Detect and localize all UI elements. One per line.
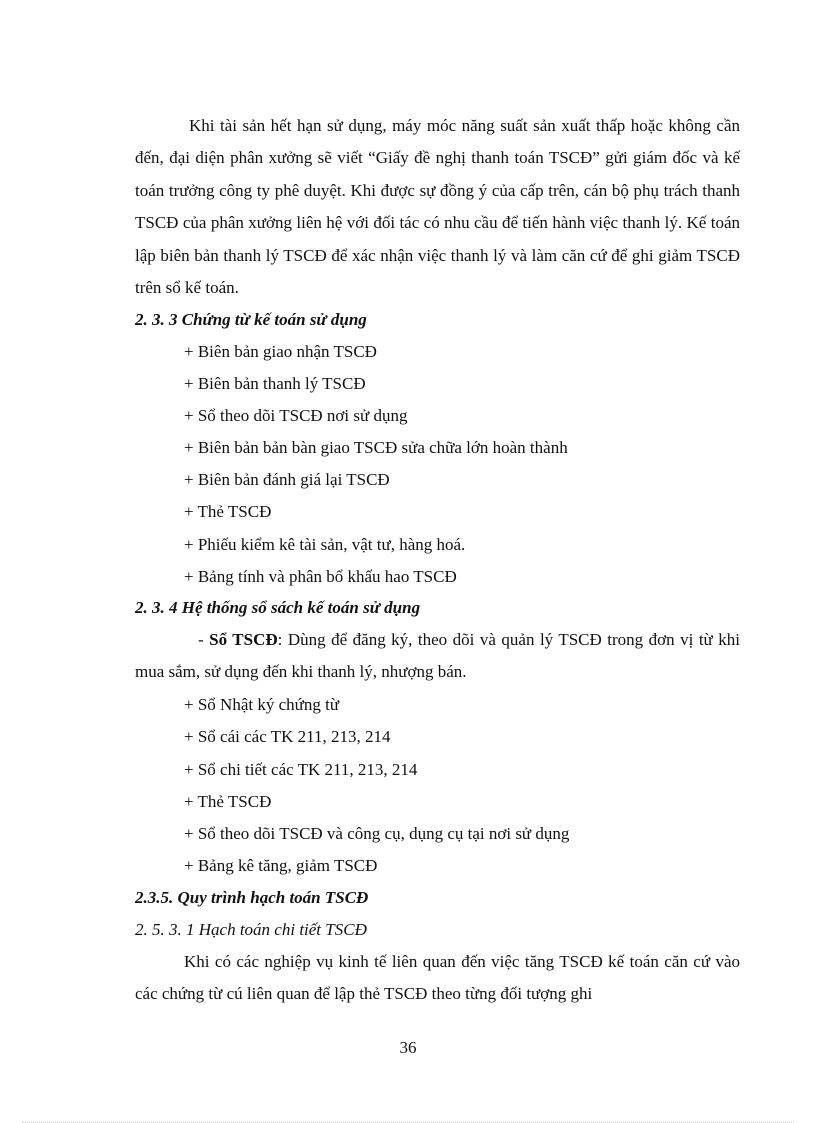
list-item: + Sổ theo dõi TSCĐ và công cụ, dụng cụ tại nơi sử dụng: [184, 824, 570, 843]
list-item: + Biên bản bản bàn giao TSCĐ sửa chữa lớn hoàn thành: [184, 438, 568, 457]
heading-2-3-5: 2.3.5. Quy trình hạch toán TSCĐ: [135, 888, 369, 907]
list-item: + Biên bản giao nhận TSCĐ: [184, 342, 377, 361]
list-item: + Thẻ TSCĐ: [184, 792, 272, 811]
list-item: + Bảng tính và phân bổ khấu hao TSCĐ: [184, 567, 457, 586]
heading-2-3-3: 2. 3. 3 Chứng từ kế toán sử dụng: [135, 310, 367, 329]
page-number: 36: [399, 1038, 417, 1057]
list-item: + Biên bản đánh giá lại TSCĐ: [184, 470, 390, 489]
subheading-2-5-3-1: 2. 5. 3. 1 Hạch toán chi tiết TSCĐ: [135, 920, 367, 939]
list-item: + Bảng kê tăng, giảm TSCĐ: [184, 856, 378, 875]
list-item: + Sổ theo dõi TSCĐ nơi sử dụng: [184, 406, 408, 425]
dash-marker: -: [198, 630, 210, 649]
so-tscd-description: : Dùng để đăng ký, theo dõi và quản lý TSCĐ trong đơn vị từ khi mua sắm, sử dụng đến khi thanh lý, nhượng bán.: [135, 630, 740, 682]
list-item: + Thẻ TSCĐ: [184, 502, 272, 521]
list-item: + Sổ chi tiết các TK 211, 213, 214: [184, 760, 418, 779]
so-tscd-term: Sổ TSCĐ: [209, 630, 278, 649]
list-item: + Biên bản thanh lý TSCĐ: [184, 374, 366, 393]
detail-paragraph: Khi có các nghiệp vụ kinh tế liên quan đến việc tăng TSCĐ kế toán căn cứ vào các chứng từ cú liên quan để lập thẻ TSCĐ theo từng đối tượng ghi: [135, 952, 740, 1004]
list-item: + Phiếu kiểm kê tài sản, vật tư, hàng hoá.: [184, 535, 466, 554]
heading-2-3-4: 2. 3. 4 Hệ thống sổ sách kế toán sử dụng: [135, 598, 421, 617]
list-item: + Sổ Nhật ký chứng từ: [184, 695, 340, 714]
list-item: + Sổ cái các TK 211, 213, 214: [184, 727, 391, 746]
so-tscd-paragraph: [135, 624, 740, 689]
intro-paragraph: Khi tài sản hết hạn sử dụng, máy móc năng suất sản xuất thấp hoặc không cần đến, đại diện phân xưởng sẽ viết “Giấy đề nghị thanh toán TSCĐ” gửi giám đốc và kế toán trưởng công ty phê duyệt. Khi được sự đồng ý của cấp trên, cán bộ phụ trách thanh TSCĐ của phân xưởng liên hệ với đối tác có nhu cầu để tiến hành việc thanh lý. Kế toán lập biên bản thanh lý TSCĐ để xác nhận việc thanh lý và làm căn cứ để ghi giảm TSCĐ trên sổ kế toán.: [135, 116, 740, 298]
